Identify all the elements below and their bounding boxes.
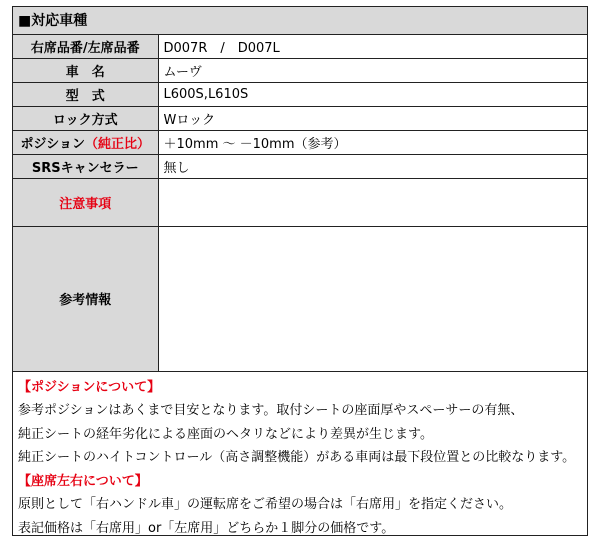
- car-name-label: 車 名: [13, 58, 158, 82]
- position-note-line: 純正シートのハイトコントロール（高さ調整機能）がある車両は最下段位置との比較なります。: [18, 450, 576, 465]
- caution-label: 注意事項: [13, 178, 158, 226]
- seat-note-line: 表記価格は「右席用」or「左席用」どちらか１脚分の価格です。: [18, 520, 395, 536]
- table-row: [13, 130, 587, 154]
- table-row: [13, 226, 587, 371]
- notes-section: [13, 372, 587, 541]
- lock-type-label: ロック方式: [13, 106, 158, 130]
- model-value: L600S,L610S: [158, 82, 587, 106]
- seat-notes-title: 【座席左右について】: [18, 473, 148, 489]
- seat-number-label: 右席品番/左席品番: [13, 35, 158, 58]
- seat-number-value: D007R / D007L: [158, 35, 587, 58]
- table-row: [13, 106, 587, 130]
- position-label-note: （純正比）: [84, 136, 150, 152]
- lock-type-value: Wロック: [158, 106, 587, 130]
- position-note-line: 参考ポジションはあくまで目安となります。取付シートの座面厚やスペーサーの有無、: [18, 403, 524, 418]
- table-row: [13, 35, 587, 58]
- spec-table: [13, 35, 587, 372]
- srs-value: 無し: [158, 154, 587, 178]
- table-row: [13, 58, 587, 82]
- section-title: ■対応車種: [13, 7, 587, 35]
- position-label-text: ポジション: [20, 136, 85, 152]
- car-name-value: ムーヴ: [158, 58, 587, 82]
- caution-value: [158, 178, 587, 226]
- compatibility-sheet: [12, 6, 588, 536]
- table-row: [13, 178, 587, 226]
- table-row: [13, 154, 587, 178]
- srs-label: SRSキャンセラー: [13, 154, 158, 178]
- position-value: ＋10mm ～ －10mm（参考）: [158, 130, 587, 154]
- position-note-line: 純正シートの経年劣化による座面のヘタリなどにより差異が生じます。: [18, 426, 433, 442]
- model-label: 型 式: [13, 82, 158, 106]
- table-row: [13, 82, 587, 106]
- position-label: [13, 130, 158, 154]
- position-notes-title: 【ポジションについて】: [18, 379, 161, 395]
- reference-value: [158, 226, 587, 371]
- seat-note-line: 原則として「右ハンドル車」の運転席をご希望の場合は「右席用」を指定ください。: [18, 497, 513, 512]
- reference-label: 参考情報: [13, 226, 158, 371]
